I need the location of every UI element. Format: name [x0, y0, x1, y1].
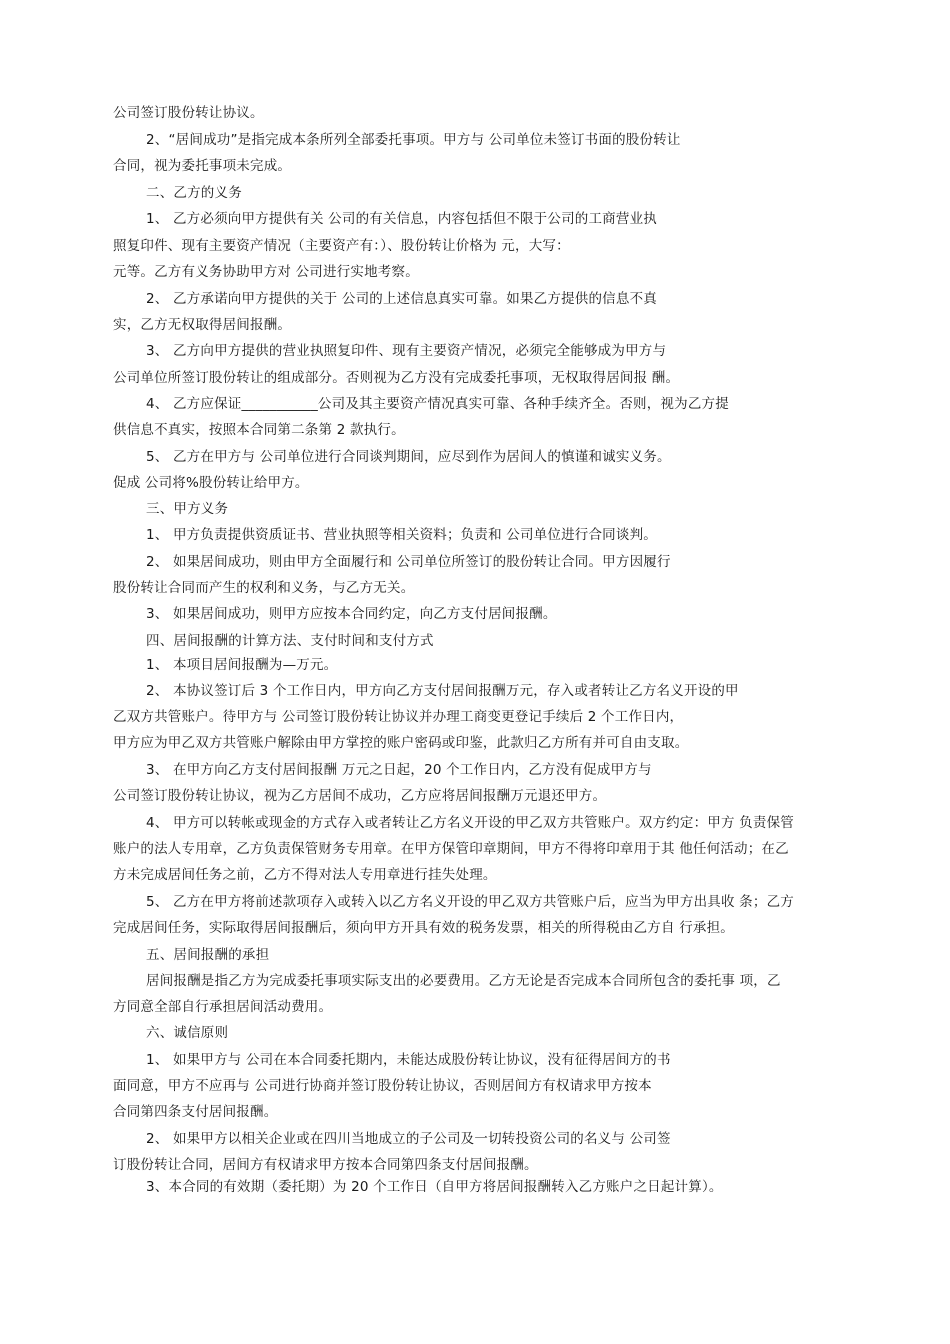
text-line: 1、 本项目居间报酬为—万元。: [146, 657, 338, 673]
text-line: 1、 甲方负责提供资质证书、营业执照等相关资料；负责和 公司单位进行合同谈判。: [146, 527, 657, 543]
section-heading: 三、甲方义务: [146, 501, 229, 517]
section-heading: 四、居间报酬的计算方法、支付时间和支付方式: [146, 633, 434, 649]
text-line: 2、“居间成功”是指完成本条所列全部委托事项。甲方与 公司单位未签订书面的股份转让: [146, 132, 681, 148]
text-line: 居间报酬是指乙方为完成委托事项实际支出的必要费用。乙方无论是否完成本合同所包含的委托事 项，乙: [146, 973, 781, 989]
text-line: 元等。乙方有义务协助甲方对 公司进行实地考察。: [113, 264, 419, 280]
text-line: 照复印件、现有主要资产情况（主要资产有：）、股份转让价格为 元，大写：: [113, 238, 570, 254]
section-heading: 六、诚信原则: [146, 1025, 229, 1041]
text-line: 方同意全部自行承担居间活动费用。: [113, 999, 333, 1015]
text-line: 2、 如果甲方以相关企业或在四川当地成立的子公司及一切转投资公司的名义与 公司签: [146, 1131, 671, 1147]
text-line: 1、 如果甲方与 公司在本合同委托期内，未能达成股份转让协议，没有征得居间方的书: [146, 1052, 671, 1068]
text-line: 实，乙方无权取得居间报酬。: [113, 317, 292, 333]
text-line: 订股份转让合同，居间方有权请求甲方按本合同第四条支付居间报酬。: [113, 1157, 538, 1173]
text-line: 5、 乙方在甲方与 公司单位进行合同谈判期间，应尽到作为居间人的慎谨和诚实义务。: [146, 449, 671, 465]
section-heading: 五、居间报酬的承担: [146, 947, 270, 963]
text-line: 3、 乙方向甲方提供的营业执照复印件、现有主要资产情况，必须完全能够成为甲方与: [146, 343, 667, 359]
text-line: 账户的法人专用章，乙方负责保管财务专用章。在甲方保管印章期间，甲方不得将印章用于其 他任何活动；在乙: [113, 841, 789, 857]
text-line: 公司签订股份转让协议，视为乙方居间不成功，乙方应将居间报酬万元退还甲方。: [113, 788, 607, 804]
text-line: 合同第四条支付居间报酬。: [113, 1104, 278, 1120]
text-line: 甲方应为甲乙双方共管账户解除由甲方掌控的账户密码或印鉴，此款归乙方所有并可自由支取。: [113, 735, 689, 751]
text-line: 完成居间任务，实际取得居间报酬后，须向甲方开具有效的税务发票，相关的所得税由乙方自 行承担。: [113, 920, 734, 936]
text-line: 合同，视为委托事项未完成。: [113, 158, 292, 174]
text-line: 公司单位所签订股份转让的组成部分。否则视为乙方没有完成委托事项，无权取得居间报 酬。: [113, 370, 680, 386]
text-line: 1、 乙方必须向甲方提供有关 公司的有关信息，内容包括但不限于公司的工商营业执: [146, 211, 657, 227]
text-line: 乙双方共管账户。待甲方与 公司签订股份转让协议并办理工商变更登记手续后 2 个工作日内，: [113, 709, 684, 725]
text-line: 3、本合同的有效期（委托期）为 20 个工作日（自甲方将居间报酬转入乙方账户之日起计算）。: [146, 1179, 723, 1195]
text-line: 4、 甲方可以转帐或现金的方式存入或者转让乙方名义开设的甲乙双方共管账户。双方约定：甲方 负责保管: [146, 815, 794, 831]
section-heading: 二、乙方的义务: [146, 185, 242, 201]
text-line: 2、 乙方承诺向甲方提供的关于 公司的上述信息真实可靠。如果乙方提供的信息不真: [146, 291, 657, 307]
text-line: 面同意，甲方不应再与 公司进行协商并签订股份转让协议，否则居间方有权请求甲方按本: [113, 1078, 652, 1094]
text-line: 公司签订股份转让协议。: [113, 105, 264, 121]
text-line: 3、 如果居间成功，则甲方应按本合同约定，向乙方支付居间报酬。: [146, 606, 557, 622]
text-line: 供信息不真实，按照本合同第二条第 2 款执行。: [113, 422, 405, 438]
text-line: 促成 公司将%股份转让给甲方。: [113, 475, 309, 491]
text-line: 股份转让合同而产生的权利和义务，与乙方无关。: [113, 580, 415, 596]
text-line: 3、 在甲方向乙方支付居间报酬 万元之日起，20 个工作日内，乙方没有促成甲方与: [146, 762, 652, 778]
text-line: 2、 如果居间成功，则由甲方全面履行和 公司单位所签订的股份转让合同。甲方因履行: [146, 554, 671, 570]
text-line: 4、 乙方应保证___________公司及其主要资产情况真实可靠、各种手续齐全。否则，视为乙方提: [146, 396, 729, 412]
text-line: 5、 乙方在甲方将前述款项存入或转入以乙方名义开设的甲乙双方共管账户后，应当为甲方出具收 条；乙方: [146, 894, 794, 910]
text-line: 方未完成居间任务之前，乙方不得对法人专用章进行挂失处理。: [113, 867, 497, 883]
text-line: 2、 本协议签订后 3 个工作日内，甲方向乙方支付居间报酬万元，存入或者转让乙方名义开设的甲: [146, 683, 739, 699]
